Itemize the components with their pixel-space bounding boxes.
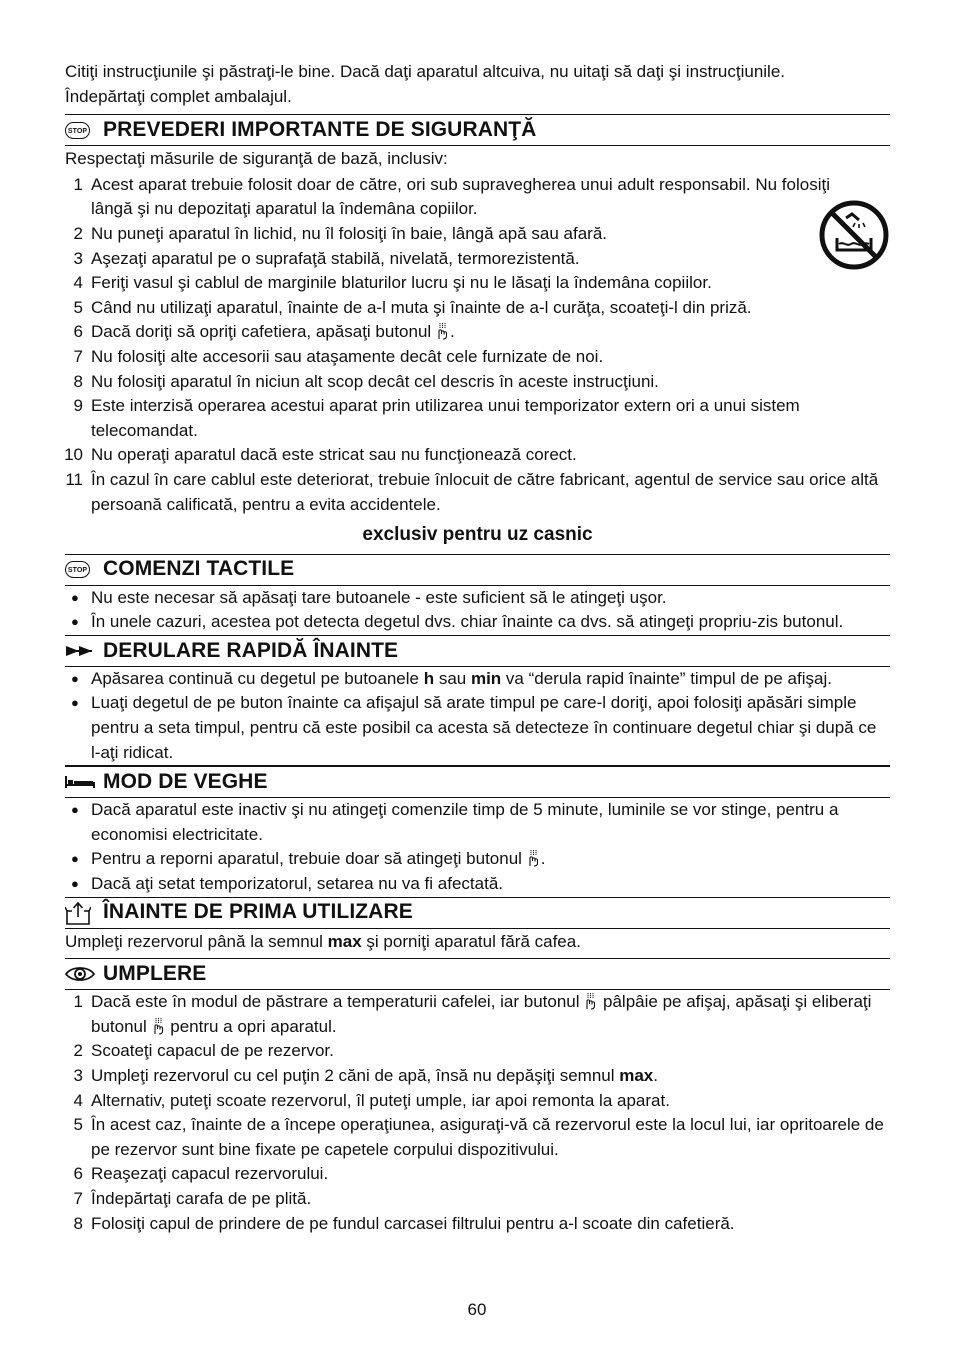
filling-list: [65, 990, 890, 1236]
list-item: 5 În acest caz, înainte de a începe operaţiunea, asiguraţi-vă că rezervorul este la locul lui, iar opritoarele de pe rezervor sunt bine fixate pe capetele corpului dispozitivului.: [73, 1115, 884, 1159]
filling-title: UMPLERE: [103, 961, 207, 985]
list-item: 2 Scoateţi capacul de pe rezervor.: [73, 1041, 334, 1061]
safety-heading: [65, 114, 890, 146]
list-item: 3 Aşezaţi aparatul pe o suprafaţă stabilă, nivelată, termorezistentă.: [73, 248, 580, 268]
intro: [65, 60, 890, 109]
list-item: 6 Dacă doriţi să opriţi cafetiera, apăsaţi butonul .: [73, 322, 455, 342]
list-item: 7 Îndepărtaţi carafa de pe plită.: [73, 1188, 312, 1208]
bed-icon: [65, 775, 95, 789]
fastforward-title: DERULARE RAPIDĂ ÎNAINTE: [103, 638, 399, 662]
standby-list: [65, 798, 890, 896]
no-water-icon: [819, 200, 889, 270]
intro-line-1: Citiţi instrucţiunile şi păstraţi-le bine. Dacă daţi aparatul altcuiva, nu uitaţi să daţi şi instrucţiunile.: [65, 62, 786, 81]
list-item: 4 Feriţi vasul şi cablul de marginile blaturilor lucru şi nu le lăsaţi la îndemâna copiilor.: [73, 273, 712, 293]
eye-icon: [65, 965, 95, 983]
list-item: ● Nu este necesar să apăsaţi tare butoanele - este suficient să le atingeţi uşor.: [71, 587, 667, 607]
list-item: 11 În cazul în care cablul este deteriorat, trebuie înlocuit de către fabricant, agentul de service sau orice altă persoană calificată, pentru a evita accidentele.: [65, 469, 879, 514]
list-item: ● Dacă aţi setat temporizatorul, setarea nu va fi afectată.: [71, 874, 503, 894]
standby-heading: [65, 765, 890, 798]
first-use-text: Umpleţi rezervorul până la semnul max şi porniţi aparatul fără cafea.: [65, 931, 581, 951]
filling-heading: [65, 958, 890, 990]
safety-title: PREVEDERI IMPORTANTE DE SIGURANŢĂ: [103, 117, 537, 141]
list-item: ● Luaţi degetul de pe buton înainte ca afişajul să arate timpul pe care-l doriţi, apoi folosiţi apăsări simple pentru a seta timpul, pentru că este posibil ca acesta să detecteze în continuare degetul chiar şi după ce l-aţi ridicat.: [71, 693, 877, 762]
list-item: 8 Folosiţi capul de prindere de pe fundul carcasei filtrului pentru a-l scoate din cafetieră.: [73, 1213, 735, 1233]
touch-heading: [65, 554, 890, 586]
touch-list: [65, 586, 890, 635]
list-item: ● Pentru a reporni aparatul, trebuie doar să atingeţi butonul .: [71, 849, 546, 869]
household-use-note: exclusiv pentru uz casnic: [362, 524, 593, 546]
stop-icon: STOP: [65, 122, 95, 139]
manual-page: [65, 60, 890, 1236]
intro-line-2: Îndepărtaţi complet ambalajul.: [65, 86, 292, 106]
list-item: 5 Când nu utilizaţi aparatul, înainte de a-l muta şi înainte de a-l curăţa, scoateţi-l din priză.: [73, 297, 752, 317]
unpack-box-icon: [65, 901, 95, 925]
list-item: ● Apăsarea continuă cu degetul pe butoanele h sau min va “derula rapid înainte” timpul de pe afişaj.: [71, 668, 832, 688]
list-item: 7 Nu folosiţi alte accesorii sau ataşamente decât cele furnizate de noi.: [73, 346, 604, 366]
first-use-title: ÎNAINTE DE PRIMA UTILIZARE: [103, 900, 413, 924]
safety-list: [65, 173, 890, 517]
touch-power-icon: [436, 322, 450, 340]
list-item: ● În unele cazuri, acestea pot detecta degetul dvs. chiar înainte ca dvs. să atingeţi propriu-zis butonul.: [71, 612, 844, 632]
list-item: 3 Umpleţi rezervorul cu cel puţin 2 căni de apă, însă nu depăşiţi semnul max.: [73, 1066, 658, 1085]
fastforward-heading: [65, 635, 890, 667]
fastforward-list: [65, 667, 890, 765]
list-item: ● Dacă aparatul este inactiv şi nu atingeţi comenzile timp de 5 minute, luminile se vor stinge, pentru a economisi electricitate.: [71, 800, 839, 844]
first-use-heading: [65, 897, 890, 929]
standby-title: MOD DE VEGHE: [103, 769, 268, 793]
safety-lead: Respectaţi măsurile de siguranţă de bază, inclusiv:: [65, 149, 448, 169]
stop-icon: STOP: [65, 561, 95, 578]
list-item: 2 Nu puneţi aparatul în lichid, nu îl folosiţi în baie, lângă apă sau afară.: [73, 223, 608, 243]
list-item: 10 Nu operaţi aparatul dacă este stricat sau nu funcţionează corect.: [64, 445, 577, 465]
list-item: 4 Alternativ, puteţi scoate rezervorul, îl puteţi umple, iar apoi remonta la aparat.: [73, 1090, 670, 1110]
fast-forward-icon: [65, 645, 95, 657]
touch-title: COMENZI TACTILE: [103, 557, 295, 581]
touch-power-icon: [527, 849, 541, 867]
page-number: 60: [467, 1300, 487, 1319]
list-item: 8 Nu folosiţi aparatul în niciun alt scop decât cel descris în aceste instrucţiuni.: [73, 371, 659, 391]
list-item: 1 Acest aparat trebuie folosit doar de către, ori sub supravegherea unui adult responsabil. Nu folosiţi lângă şi nu depozitaţi aparatul la îndemâna copiilor.: [73, 174, 830, 219]
list-item: 6 Reaşezaţi capacul rezervorului.: [73, 1164, 329, 1184]
touch-power-icon: [584, 992, 598, 1010]
touch-power-icon: [152, 1017, 166, 1035]
list-item: 1 Dacă este în modul de păstrare a temperaturii cafelei, iar butonul pâlpâie pe afişaj, apăsaţi şi eliberaţi butonul pentru a opri aparatul.: [73, 992, 872, 1036]
list-item: 9 Este interzisă operarea acestui aparat prin utilizarea unui temporizator extern ori a unui sistem telecomandat.: [73, 396, 800, 440]
